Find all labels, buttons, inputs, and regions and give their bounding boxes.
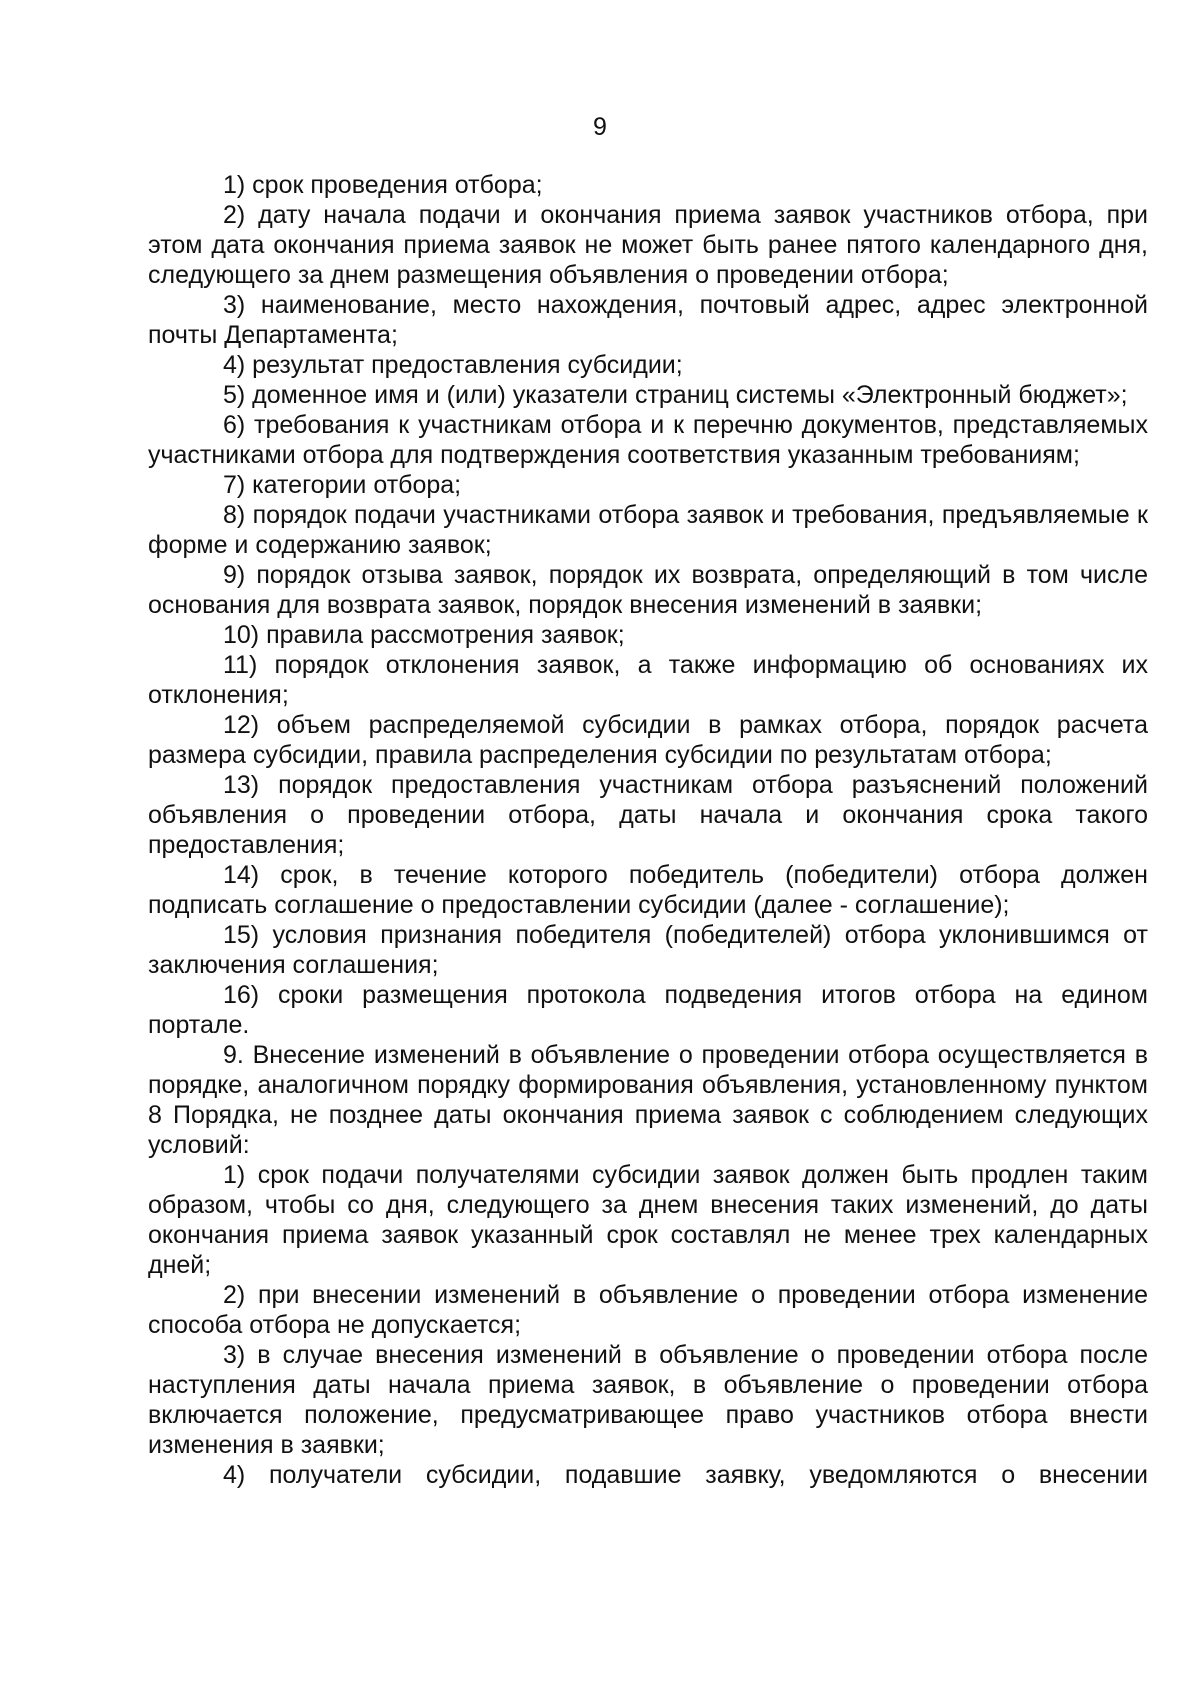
condition-item-4: 4) получатели субсидии, подавшие заявку, уведомляются о внесении [223, 1461, 1148, 1489]
section-9-paragraph: 9. Внесение изменений в объявление о проведении отбора осуществляется в порядке, аналогичном порядку формирования объявления, установленному пунктом 8 Порядка, не позднее даты окончания приема заявок с соблюдением следующих условий: [148, 1041, 1148, 1159]
list-item-10: 10) правила рассмотрения заявок; [223, 621, 625, 649]
condition-item-3: 3) в случае внесения изменений в объявление о проведении отбора после наступления даты начала приема заявок, в объявление о проведении отбора включается положение, предусматривающее право участников отбора внести изменения в заявки; [148, 1341, 1148, 1459]
list-item-11: 11) порядок отклонения заявок, а также информацию об основаниях их отклонения; [148, 651, 1148, 709]
page-number: 9 [593, 113, 607, 141]
list-item-5: 5) доменное имя и (или) указатели страниц системы «Электронный бюджет»; [223, 381, 1128, 409]
list-item-13: 13) порядок предоставления участникам отбора разъяснений положений объявления о проведении отбора, даты начала и окончания срока такого предоставления; [148, 771, 1148, 859]
list-item-9: 9) порядок отзыва заявок, порядок их возврата, определяющий в том числе основания для возврата заявок, порядок внесения изменений в заявки; [148, 561, 1148, 619]
list-item-14: 14) срок, в течение которого победитель (победители) отбора должен подписать соглашение о предоставлении субсидии (далее - соглашение); [148, 861, 1148, 919]
list-item-16: 16) сроки размещения протокола подведения итогов отбора на едином портале. [148, 981, 1148, 1039]
list-item-6: 6) требования к участникам отбора и к перечню документов, представляемых участниками отбора для подтверждения соответствия указанным требованиям; [148, 411, 1148, 469]
list-item-1: 1) срок проведения отбора; [223, 171, 543, 199]
list-item-3: 3) наименование, место нахождения, почтовый адрес, адрес электронной почты Департамента; [148, 291, 1148, 349]
list-item-12: 12) объем распределяемой субсидии в рамках отбора, порядок расчета размера субсидии, правила распределения субсидии по результатам отбора; [148, 711, 1148, 769]
document-body [148, 170, 1148, 1490]
list-item-15: 15) условия признания победителя (победителей) отбора уклонившимся от заключения соглашения; [148, 921, 1148, 979]
list-item-4: 4) результат предоставления субсидии; [223, 351, 683, 379]
condition-item-2: 2) при внесении изменений в объявление о проведении отбора изменение способа отбора не допускается; [148, 1281, 1148, 1339]
list-item-7: 7) категории отбора; [223, 471, 462, 499]
list-item-2: 2) дату начала подачи и окончания приема заявок участников отбора, при этом дата окончания приема заявок не может быть ранее пятого календарного дня, следующего за днем размещения объявления о проведении отбора; [148, 201, 1148, 289]
condition-item-1: 1) срок подачи получателями субсидии заявок должен быть продлен таким образом, чтобы со дня, следующего за днем внесения таких изменений, до даты окончания приема заявок указанный срок составлял не менее трех календарных дней; [148, 1161, 1148, 1279]
list-item-8: 8) порядок подачи участниками отбора заявок и требования, предъявляемые к форме и содержанию заявок; [148, 501, 1148, 559]
